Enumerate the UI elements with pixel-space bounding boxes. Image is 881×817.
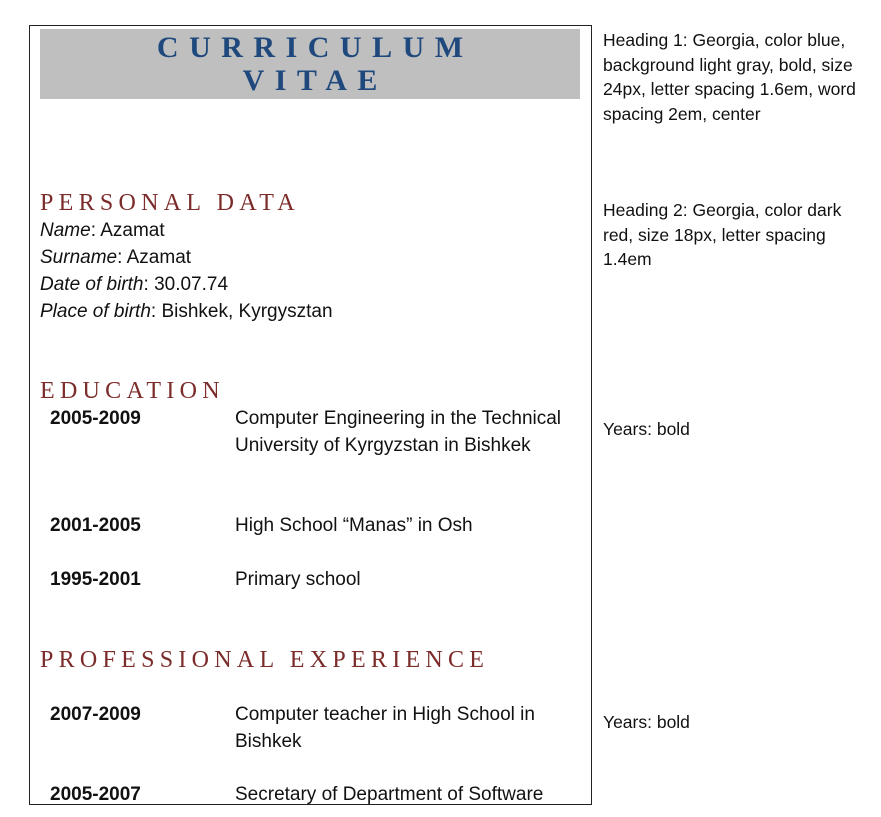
field-value: Azamat: [126, 247, 192, 268]
field-value: 30.07.74: [154, 274, 229, 295]
cv-title-heading: [40, 29, 580, 99]
personal-field-date-of-birth: Date of birth: 30.07.74: [40, 274, 229, 295]
education-description: High School “Manas” in Osh: [235, 515, 473, 536]
education-years: 2005-2009: [50, 408, 141, 429]
education-description: Computer Engineering in the Technical University of Kyrgyzstan in Bishkek: [235, 408, 562, 456]
note-heading1-style: Heading 1: Georgia, color blue, background light gray, bold, size 24px, letter spacing 1.6em, word spacing 2em, center: [603, 30, 856, 124]
experience-years: 2007-2009: [50, 704, 141, 725]
education-heading: EDUCATION: [40, 378, 225, 404]
field-label: Date of birth: [40, 274, 144, 295]
note-heading2-style: Heading 2: Georgia, color dark red, size 18px, letter spacing 1.4em: [603, 200, 842, 269]
field-label: Surname: [40, 247, 118, 268]
field-label: Name: [40, 220, 91, 241]
experience-description: Computer teacher in High School in Bishkek: [235, 704, 535, 752]
cv-title-line-2: VITAE: [242, 64, 388, 97]
field-value: Azamat: [100, 220, 165, 241]
personal-data-heading: PERSONAL DATA: [40, 190, 300, 216]
personal-field-place-of-birth: Place of birth: Bishkek, Kyrgysztan: [40, 301, 333, 322]
note-experience-years-style: Years: bold: [603, 712, 690, 732]
field-label: Place of birth: [40, 301, 151, 322]
field-value: Bishkek, Kyrgysztan: [161, 301, 333, 322]
personal-field-name: Name: Azamat: [40, 220, 165, 241]
cv-document: [29, 25, 592, 805]
note-education-years-style: Years: bold: [603, 419, 690, 439]
education-years: 2001-2005: [50, 515, 141, 536]
experience-description: Secretary of Department of Software: [235, 784, 544, 805]
personal-field-surname: Surname: Azamat: [40, 247, 192, 268]
education-years: 1995-2001: [50, 569, 141, 590]
education-description: Primary school: [235, 569, 361, 590]
experience-heading: PROFESSIONAL EXPERIENCE: [40, 647, 490, 673]
cv-title-line-1: CURRICULUM: [156, 31, 474, 64]
experience-years: 2005-2007: [50, 784, 141, 805]
